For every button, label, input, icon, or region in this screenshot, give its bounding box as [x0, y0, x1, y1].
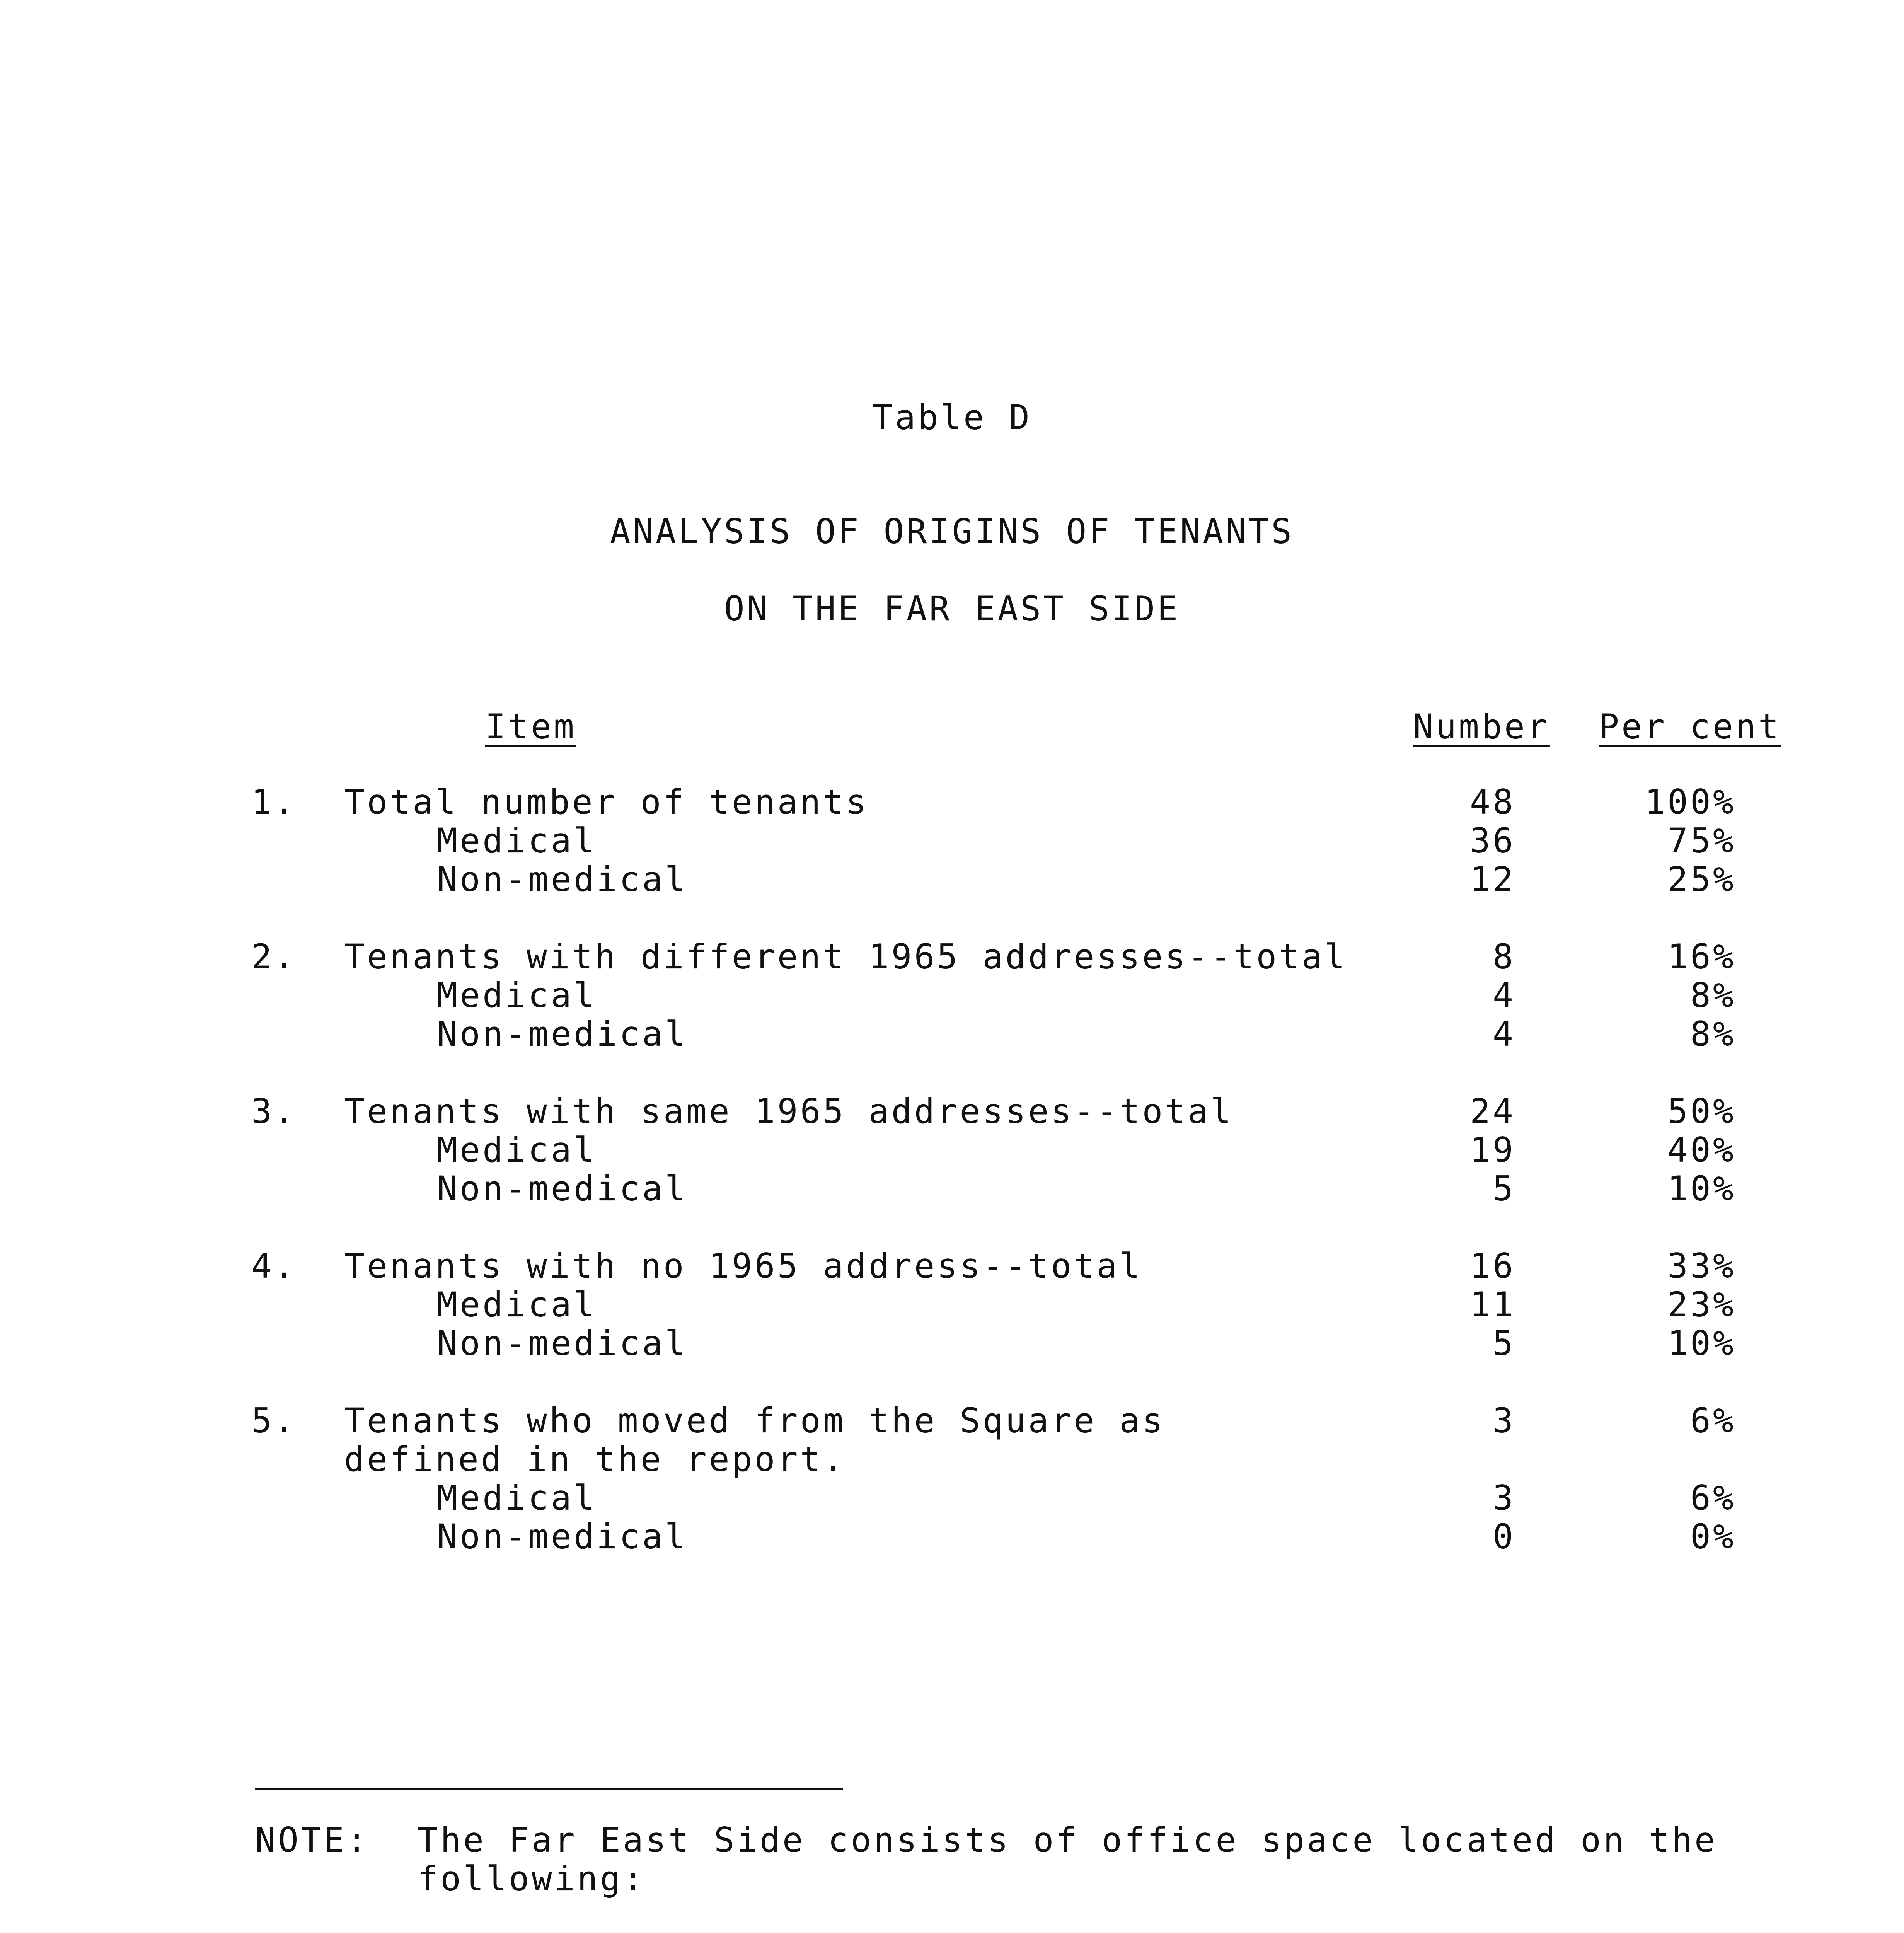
- medical-number: 3: [1493, 1478, 1515, 1518]
- column-header-percent: Per cent: [1599, 707, 1781, 747]
- group-percent: 33%: [1667, 1246, 1736, 1286]
- medical-percent: 40%: [1667, 1130, 1736, 1170]
- column-header-number: Number: [1413, 707, 1550, 747]
- group-index: 2.: [251, 937, 297, 977]
- nonmedical-number: 5: [1493, 1169, 1515, 1209]
- medical-label: Medical: [437, 1285, 597, 1324]
- note-label: NOTE:: [255, 1820, 369, 1860]
- medical-percent: 23%: [1667, 1285, 1736, 1324]
- group-percent: 16%: [1667, 937, 1736, 977]
- note-line2: following:: [418, 1859, 646, 1899]
- group-percent: 100%: [1645, 782, 1736, 822]
- nonmedical-percent: 0%: [1690, 1517, 1736, 1556]
- group-label: Tenants with different 1965 addresses--total: [344, 937, 1348, 977]
- column-header-item: Item: [485, 707, 576, 747]
- nonmedical-percent: 10%: [1667, 1169, 1736, 1209]
- table-heading-line1: ANALYSIS OF ORIGINS OF TENANTS: [610, 511, 1294, 551]
- medical-percent: 6%: [1690, 1478, 1736, 1518]
- nonmedical-number: 0: [1493, 1517, 1515, 1556]
- nonmedical-percent: 10%: [1667, 1323, 1736, 1363]
- nonmedical-label: Non-medical: [437, 1169, 688, 1209]
- nonmedical-percent: 25%: [1667, 859, 1736, 899]
- note-line1: The Far East Side consists of office space located on the: [418, 1820, 1717, 1860]
- group-label: Tenants with same 1965 addresses--total: [344, 1091, 1234, 1131]
- group-index: 4.: [251, 1246, 297, 1286]
- nonmedical-number: 5: [1493, 1323, 1515, 1363]
- group-percent: 50%: [1667, 1091, 1736, 1131]
- nonmedical-number: 12: [1470, 859, 1515, 899]
- medical-number: 19: [1470, 1130, 1515, 1170]
- medical-number: 11: [1470, 1285, 1515, 1324]
- group-index: 5.: [251, 1401, 297, 1440]
- nonmedical-label: Non-medical: [437, 1517, 688, 1556]
- nonmedical-label: Non-medical: [437, 1014, 688, 1054]
- table-title: Table D: [872, 397, 1032, 437]
- medical-label: Medical: [437, 1478, 597, 1518]
- group-number: 3: [1493, 1401, 1515, 1440]
- nonmedical-label: Non-medical: [437, 859, 688, 899]
- group-label: Tenants who moved from the Square as: [344, 1401, 1165, 1440]
- medical-label: Medical: [437, 975, 597, 1015]
- group-number: 16: [1470, 1246, 1515, 1286]
- table-heading-line2: ON THE FAR EAST SIDE: [724, 589, 1180, 629]
- nonmedical-label: Non-medical: [437, 1323, 688, 1363]
- group-number: 8: [1493, 937, 1515, 977]
- group-label: Total number of tenants: [344, 782, 869, 822]
- group-label-continued: defined in the report.: [344, 1439, 846, 1479]
- group-index: 3.: [251, 1091, 297, 1131]
- medical-percent: 8%: [1690, 975, 1736, 1015]
- group-label: Tenants with no 1965 address--total: [344, 1246, 1142, 1286]
- medical-label: Medical: [437, 1130, 597, 1170]
- group-percent: 6%: [1690, 1401, 1736, 1440]
- nonmedical-number: 4: [1493, 1014, 1515, 1054]
- nonmedical-percent: 8%: [1690, 1014, 1736, 1054]
- medical-number: 4: [1493, 975, 1515, 1015]
- footnote-rule: [255, 1788, 843, 1790]
- group-number: 24: [1470, 1091, 1515, 1131]
- medical-percent: 75%: [1667, 821, 1736, 861]
- group-number: 48: [1470, 782, 1515, 822]
- medical-number: 36: [1470, 821, 1515, 861]
- medical-label: Medical: [437, 821, 597, 861]
- group-index: 1.: [251, 782, 297, 822]
